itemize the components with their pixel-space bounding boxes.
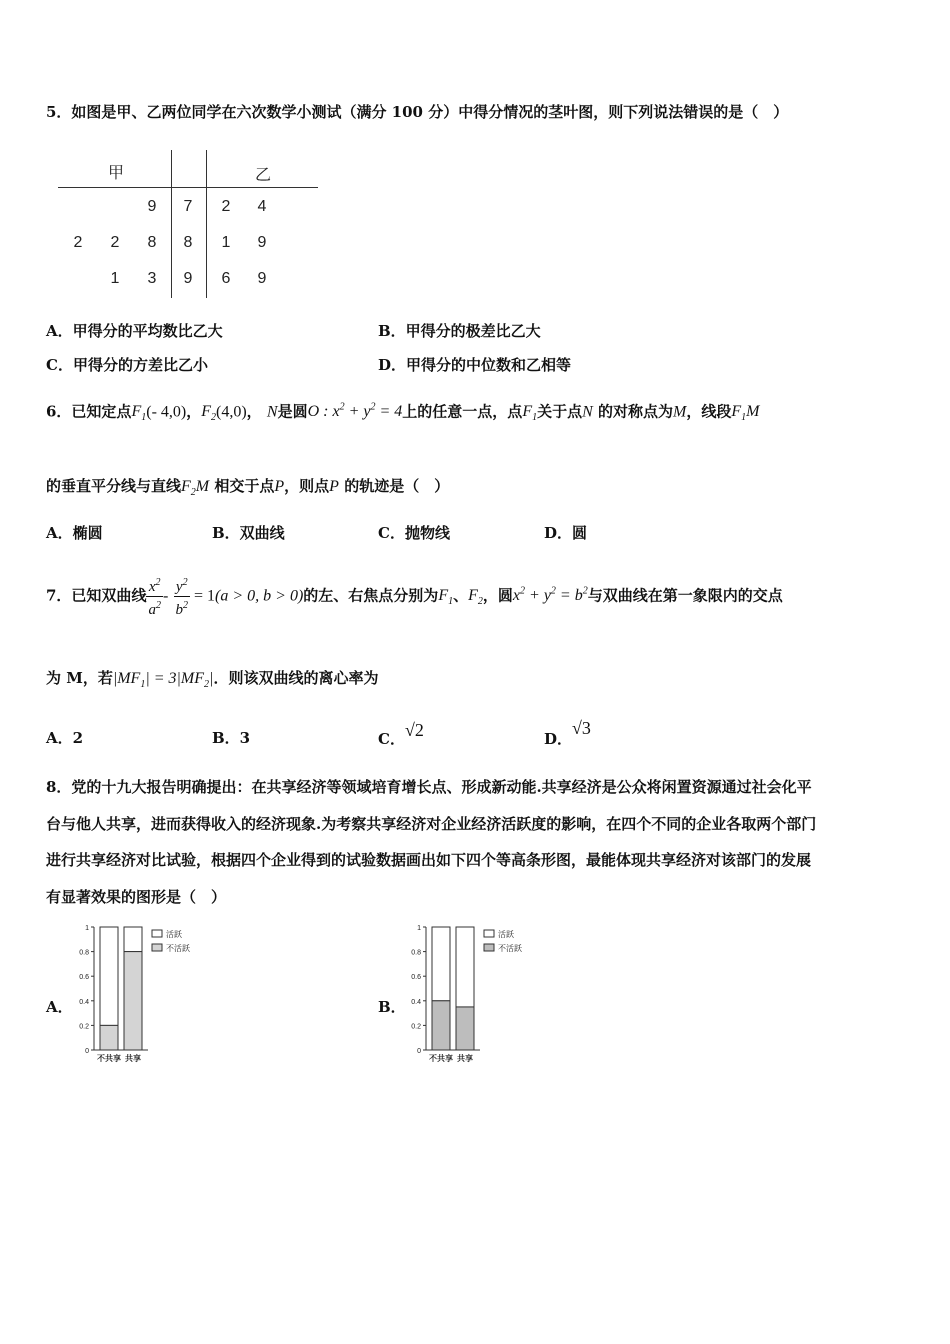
leaf-left: 3 <box>147 270 157 287</box>
leaf-left: 8 <box>147 234 157 251</box>
bar-segment-不活跃 <box>100 1025 118 1050</box>
bar-segment-活跃 <box>100 927 118 1025</box>
q8-option-b-label: B． <box>378 998 406 1016</box>
q7-line-1: 7．已知双曲线 $\frac{x^2}{a^2}$ - $\frac{y^2}{b^2}$ = 1(a > 0, b > 0)的左、右焦点分别为$F_1$、$F_2$，圆$x^2 + y^2 = b^2$与双曲线在第一象限内的交点 <box>46 566 783 629</box>
q8-line-4: 有显著效果的图形是（ ） <box>46 888 227 906</box>
q7-line-2: 为 M，若$|MF_1| = 3|MF_2|$．则该双曲线的离心率为 <box>46 669 379 691</box>
x-tick-label: 共享 <box>457 1054 473 1063</box>
bar-segment-不活跃 <box>456 1007 474 1050</box>
fraction-x2-a2: $\frac{x^2}{a^2}$ <box>146 574 163 619</box>
legend-swatch <box>152 930 162 937</box>
bar-segment-活跃 <box>456 927 474 1007</box>
bar-segment-不活跃 <box>124 952 142 1050</box>
fraction-y2-b2: $\frac{y^2}{b^2}$ <box>174 574 191 619</box>
q5-option-a: A．甲得分的平均数比乙大 <box>46 322 223 340</box>
y-tick-label: 0.8 <box>411 949 421 957</box>
leaf-right: 9 <box>257 234 267 251</box>
x-tick-label: 不共享 <box>97 1054 121 1063</box>
q6-option-a: A．椭圆 <box>46 524 103 542</box>
q5-option-b: B．甲得分的极差比乙大 <box>378 322 541 340</box>
legend-label: 活跃 <box>166 930 182 939</box>
y-tick-label: 0.4 <box>79 998 89 1006</box>
stem-value: 7 <box>183 198 193 215</box>
y-tick-label: 1 <box>85 925 89 932</box>
q8-line-1: 8．党的十九大报告明确提出：在共享经济等领域培育增长点、形成新动能.共享经济是公众将闲置资源通过社会化平 <box>46 778 812 796</box>
header-jia: 甲 <box>107 165 124 182</box>
legend-swatch <box>484 944 494 951</box>
y-tick-label: 0.2 <box>79 1023 89 1031</box>
stem-value: 9 <box>183 270 193 287</box>
y-tick-label: 0.4 <box>411 998 421 1006</box>
x-tick-label: 共享 <box>125 1054 141 1063</box>
chart-option-b <box>402 918 542 1073</box>
q5-stem: 5．如图是甲、乙两位同学在六次数学小测试（满分 100 分）中得分情况的茎叶图，则下列说法错误的是（ ） <box>46 103 789 121</box>
leaf-right: 6 <box>221 270 231 287</box>
y-tick-label: 0.8 <box>79 949 89 957</box>
q6-option-c: C．抛物线 <box>378 524 450 542</box>
q5-option-d: D．甲得分的中位数和乙相等 <box>378 356 572 374</box>
q8-option-a-label: A． <box>46 998 73 1016</box>
chart-option-a <box>70 918 210 1073</box>
y-tick-label: 0.2 <box>411 1023 421 1031</box>
stem-value: 8 <box>183 234 193 251</box>
stem-leaf-table <box>58 150 320 300</box>
bar-segment-活跃 <box>124 927 142 952</box>
table-header-rule <box>58 187 318 188</box>
legend-label: 不活跃 <box>166 944 190 953</box>
q7-option-a: A．2 <box>46 729 84 747</box>
bar-segment-不活跃 <box>432 1001 450 1050</box>
leaf-right: 9 <box>257 270 267 287</box>
legend-label: 不活跃 <box>498 944 522 953</box>
bar-segment-活跃 <box>432 927 450 1001</box>
q6-option-d: D．圆 <box>544 524 588 542</box>
q8-line-3: 进行共享经济对比试验，根据四个企业得到的试验数据画出如下四个等高条形图，最能体现共享经济对该部门的发展 <box>46 851 812 869</box>
table-divider-left <box>171 150 172 298</box>
q6-option-b: B．双曲线 <box>212 524 285 542</box>
leaf-left: 2 <box>73 234 83 251</box>
leaf-left: 1 <box>110 270 120 287</box>
y-tick-label: 0.6 <box>411 974 421 982</box>
x-tick-label: 不共享 <box>429 1054 453 1063</box>
legend-label: 活跃 <box>498 930 514 939</box>
table-divider-right <box>206 150 207 298</box>
q7-option-c: C．√2 <box>378 720 424 748</box>
y-tick-label: 1 <box>417 925 421 932</box>
legend-swatch <box>152 944 162 951</box>
q6-line-2: 的垂直平分线与直线$F_2M$ 相交于点P，则点P 的轨迹是（ ） <box>46 477 450 499</box>
q8-line-2: 台与他人共享，进而获得收入的经济现象.为考察共享经济对企业经济活跃度的影响，在四个不同的企业各取两个部门 <box>46 815 817 833</box>
q7-option-b: B．3 <box>212 729 251 747</box>
q6-line-1: 6．已知定点$F_1(-$ 4,0)，$F_2(4,0)$， N是圆O : $x^2 + y^2 = 4$上的任意一点，点$F_1$关于点N 的对称点为M，线段$F_1M$ <box>46 402 760 424</box>
leaf-right: 2 <box>221 198 231 215</box>
leaf-right: 1 <box>221 234 231 251</box>
y-tick-label: 0 <box>85 1048 89 1055</box>
leaf-right: 4 <box>257 198 267 215</box>
y-tick-label: 0.6 <box>79 974 89 982</box>
legend-swatch <box>484 930 494 937</box>
q7-option-d: D．√3 <box>544 718 591 748</box>
y-tick-label: 0 <box>417 1048 421 1055</box>
leaf-left: 2 <box>110 234 120 251</box>
leaf-left: 9 <box>147 198 157 215</box>
header-yi: 乙 <box>254 167 271 184</box>
q5-option-c: C．甲得分的方差比乙小 <box>46 356 208 374</box>
